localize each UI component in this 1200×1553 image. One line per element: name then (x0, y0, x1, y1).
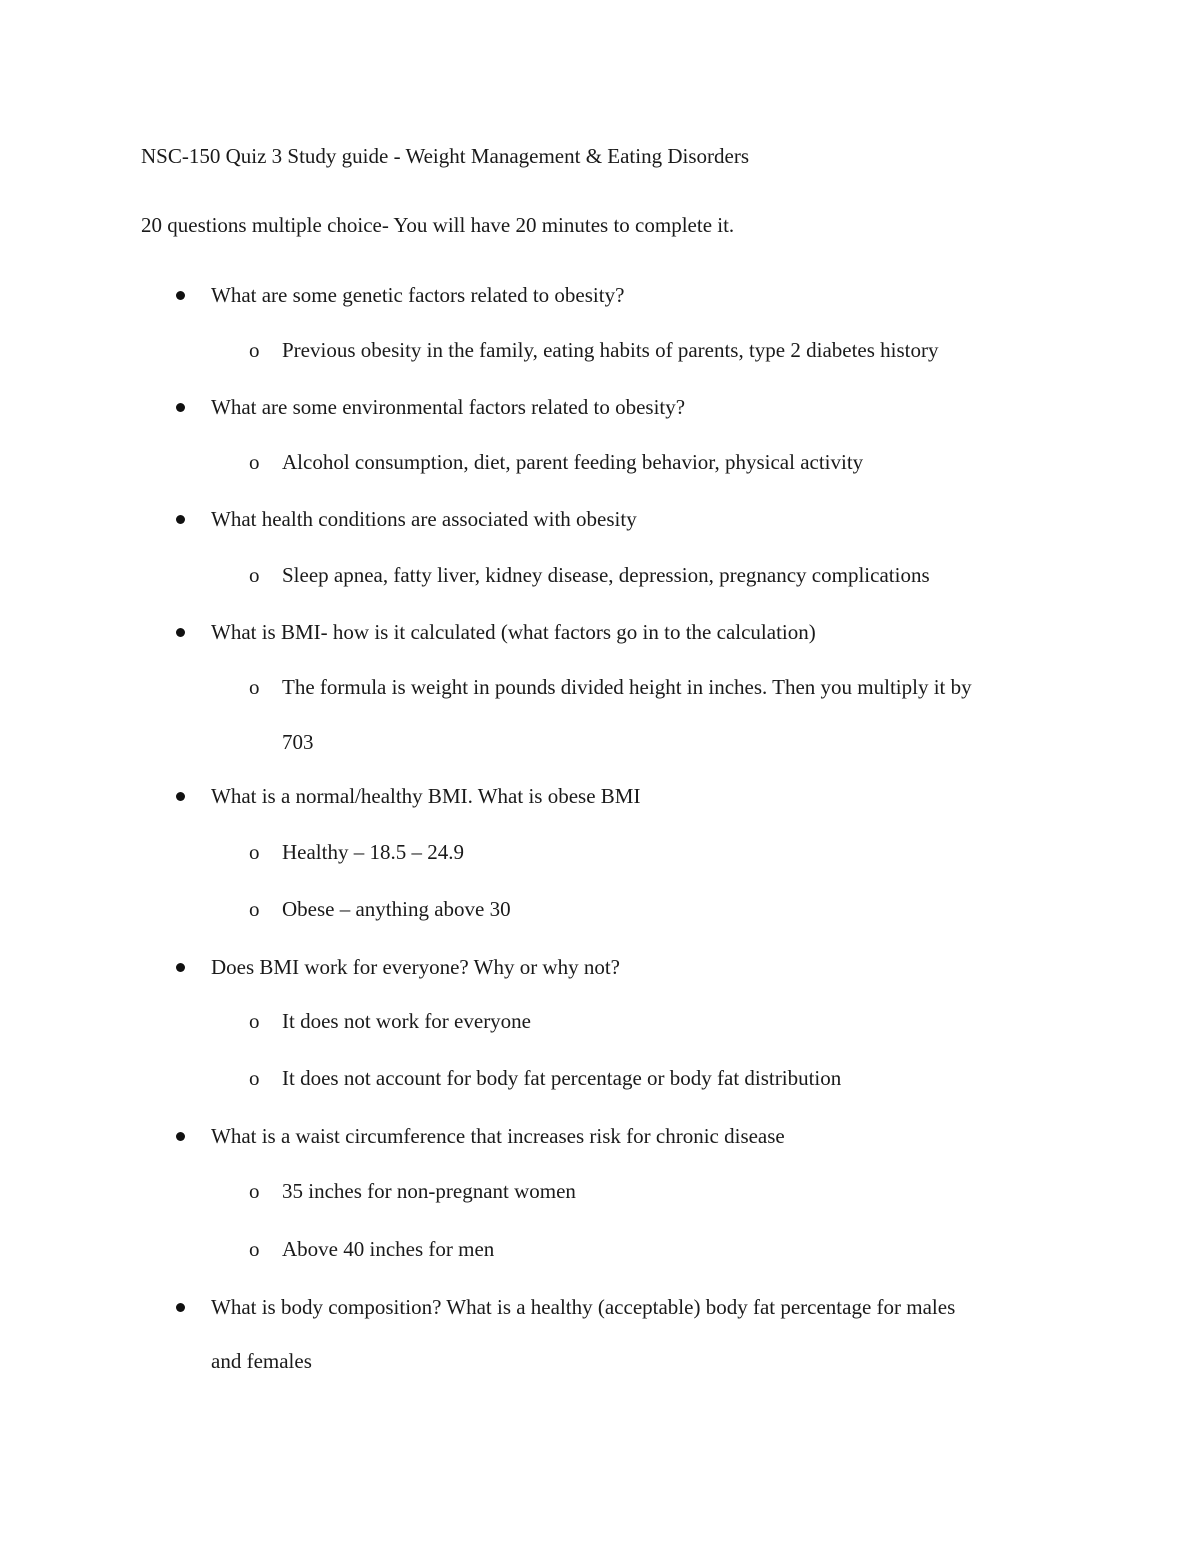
question-7: What is a waist circumference that increases risk for chronic disease (211, 1124, 785, 1148)
sub-bullet-icon: o (249, 897, 260, 921)
sub-bullet-icon: o (249, 1066, 260, 1090)
answer-3-1: Sleep apnea, fatty liver, kidney disease, depression, pregnancy complications (282, 563, 930, 587)
answer-5-2: Obese – anything above 30 (282, 897, 511, 921)
question-4: What is BMI- how is it calculated (what factors go in to the calculation) (211, 620, 816, 644)
sub-bullet-icon: o (249, 1237, 260, 1261)
bullet-icon (176, 1132, 185, 1141)
answer-4-1: The formula is weight in pounds divided height in inches. Then you multiply it by (282, 675, 972, 699)
answer-7-1: 35 inches for non-pregnant women (282, 1179, 576, 1203)
document-title: NSC-150 Quiz 3 Study guide - Weight Management & Eating Disorders (141, 144, 750, 168)
question-2: What are some environmental factors related to obesity? (211, 395, 686, 419)
bullet-icon (176, 403, 185, 412)
bullet-icon (176, 628, 185, 637)
sub-bullet-icon: o (249, 450, 260, 474)
answer-1-1: Previous obesity in the family, eating habits of parents, type 2 diabetes history (282, 338, 939, 362)
sub-bullet-icon: o (249, 1009, 260, 1033)
sub-bullet-icon: o (249, 563, 260, 587)
bullet-icon (176, 291, 185, 300)
sub-bullet-icon: o (249, 675, 260, 699)
sub-bullet-icon: o (249, 1179, 260, 1203)
bullet-icon (176, 792, 185, 801)
question-8-continued: and females (211, 1349, 312, 1373)
bullet-icon (176, 1303, 185, 1312)
answer-7-2: Above 40 inches for men (282, 1237, 495, 1261)
answer-6-1: It does not work for everyone (282, 1009, 532, 1033)
answer-6-2: It does not account for body fat percentage or body fat distribution (282, 1066, 842, 1090)
sub-bullet-icon: o (249, 840, 260, 864)
bullet-icon (176, 963, 185, 972)
answer-2-1: Alcohol consumption, diet, parent feeding behavior, physical activity (282, 450, 864, 474)
question-8: What is body composition? What is a healthy (acceptable) body fat percentage for males (211, 1295, 956, 1319)
bullet-icon (176, 515, 185, 524)
sub-bullet-icon: o (249, 338, 260, 362)
intro-text: 20 questions multiple choice- You will have 20 minutes to complete it. (141, 213, 735, 237)
question-1: What are some genetic factors related to obesity? (211, 283, 625, 307)
question-3: What health conditions are associated with obesity (211, 507, 637, 531)
question-6: Does BMI work for everyone? Why or why not? (211, 955, 621, 979)
answer-5-1: Healthy – 18.5 – 24.9 (282, 840, 464, 864)
question-5: What is a normal/healthy BMI. What is obese BMI (211, 784, 641, 808)
answer-4-1-continued: 703 (282, 730, 314, 754)
